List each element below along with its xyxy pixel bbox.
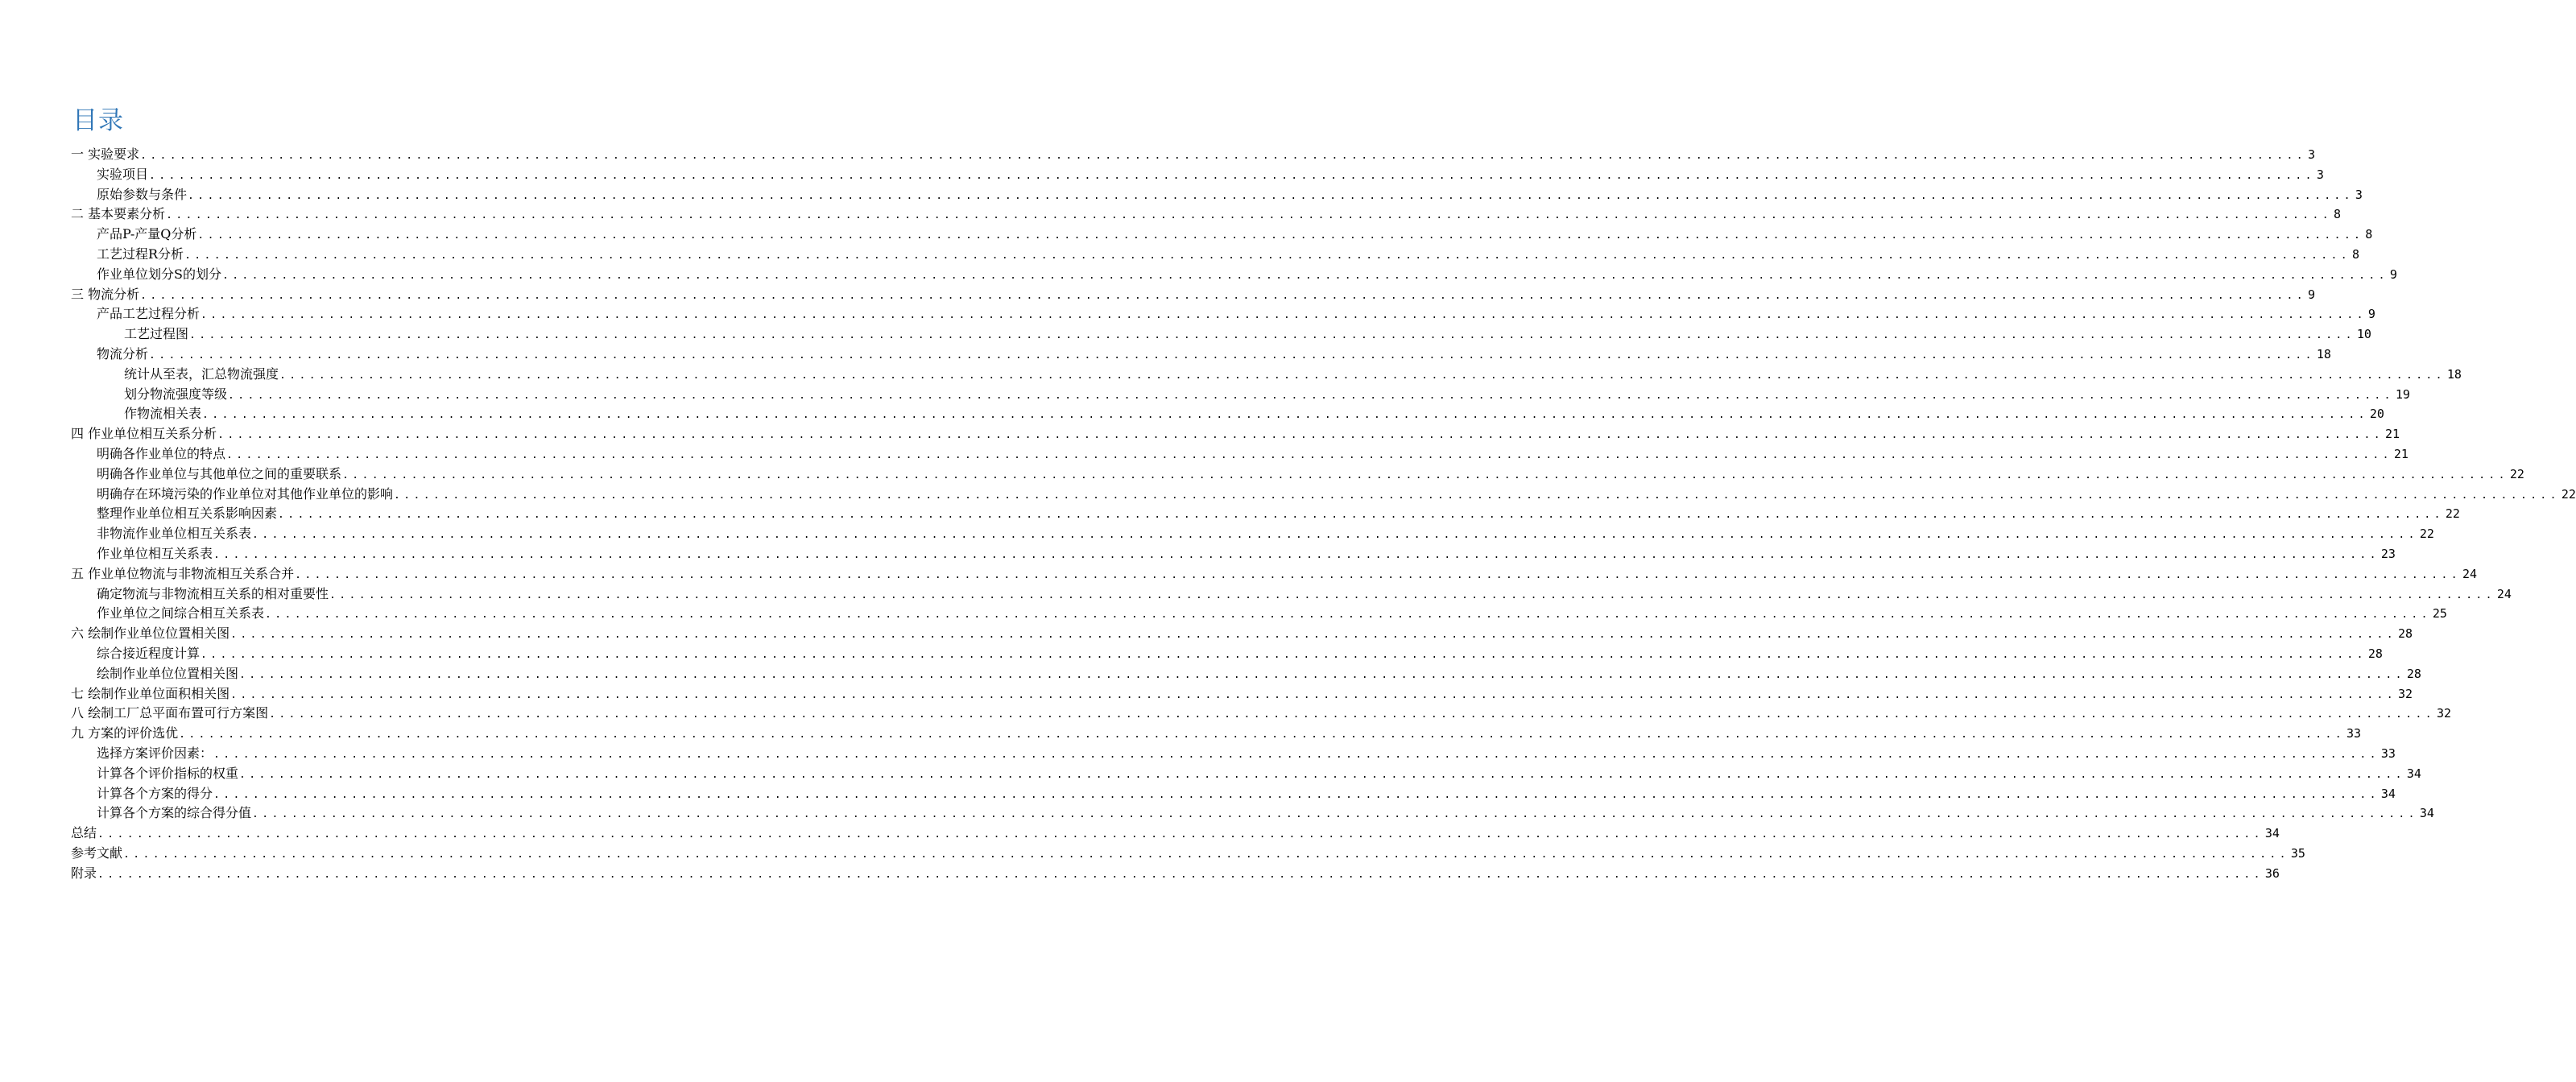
toc-entry[interactable]	[71, 864, 2280, 884]
toc-entry-page: 32	[2397, 686, 2413, 701]
toc-entry[interactable]	[71, 465, 2524, 485]
toc-entry-page: 18	[2446, 366, 2462, 382]
toc-entry-text: 一 实验要求	[71, 147, 140, 162]
toc-dot-leader: ............................................................................................................................................................................................................................	[213, 748, 2380, 761]
toc-entry-text: 工艺过程图	[124, 326, 189, 342]
toc-entry[interactable]	[71, 345, 2331, 365]
toc-entry-page: 20	[2369, 407, 2384, 422]
toc-entry-text: 参考文献	[71, 845, 123, 861]
toc-entry-page: 28	[2397, 626, 2413, 642]
toc-entry-text: 计算各个方案的综合得分值	[97, 805, 252, 821]
toc-entry[interactable]	[71, 145, 2315, 165]
toc-dot-leader: ............................................................................................................................................................................................................................	[179, 729, 2345, 741]
toc-dot-leader: ............................................................................................................................................................................................................................	[213, 548, 2380, 561]
toc-entry-text: 整理作业单位相互关系影响因素	[97, 506, 278, 522]
toc-entry-text: 划分物流强度等级	[124, 386, 228, 402]
toc-title: 目录	[72, 106, 124, 135]
toc-entry-page: 22	[2509, 466, 2524, 481]
toc-dot-leader: ............................................................................................................................................................................................................................	[201, 648, 2367, 661]
toc-entry-page: 3	[2316, 167, 2324, 182]
toc-entry[interactable]	[71, 304, 2375, 324]
toc-entry-text: 作物流相关表	[124, 406, 202, 422]
toc-entry[interactable]	[71, 485, 2576, 505]
toc-entry-text: 明确各作业单位与其他单位之间的重要联系	[97, 465, 342, 481]
toc-entry[interactable]	[71, 504, 2460, 524]
toc-entry[interactable]	[71, 524, 2434, 544]
toc-entry-text: 明确存在环境污染的作业单位对其他作业单位的影响	[97, 485, 394, 502]
toc-entry-text: 三 物流分析	[71, 286, 140, 302]
toc-dot-leader: ............................................................................................................................................................................................................................	[278, 509, 2444, 522]
toc-entry-text: 九 方案的评价选优	[71, 725, 179, 741]
toc-dot-leader: ............................................................................................................................................................................................................................	[97, 868, 2264, 881]
toc-entry-text: 非物流作业单位相互关系表	[97, 526, 252, 542]
toc-entry-page: 33	[2380, 745, 2396, 761]
toc-entry[interactable]	[71, 385, 2410, 405]
toc-entry-text: 附录	[71, 865, 97, 881]
toc-entry[interactable]	[71, 204, 2341, 225]
toc-entry-page: 9	[2367, 307, 2375, 322]
toc-entry-page: 22	[2419, 527, 2434, 542]
toc-dot-leader: ............................................................................................................................................................................................................................	[97, 828, 2264, 841]
toc-entry[interactable]	[71, 803, 2434, 824]
toc-entry-page: 35	[2290, 845, 2305, 861]
toc-dot-leader: ............................................................................................................................................................................................................................	[252, 808, 2418, 821]
toc-entry-page: 22	[2561, 486, 2576, 502]
toc-entry-page: 24	[2496, 586, 2512, 601]
toc-entry-text: 二 基本要素分析	[71, 206, 166, 222]
toc-dot-leader: ............................................................................................................................................................................................................................	[217, 429, 2384, 442]
toc-entry-text: 产品P-产量Q分析	[97, 226, 197, 242]
table-of-contents	[71, 145, 2576, 883]
toc-entry-page: 9	[2389, 266, 2397, 282]
toc-entry-page: 25	[2432, 606, 2447, 622]
toc-entry[interactable]	[71, 844, 2305, 864]
toc-dot-leader: ............................................................................................................................................................................................................................	[189, 329, 2355, 342]
toc-entry-page: 10	[2356, 327, 2371, 342]
toc-dot-leader: ............................................................................................................................................................................................................................	[166, 209, 2332, 222]
toc-entry-page: 21	[2393, 446, 2409, 461]
toc-entry-text: 产品工艺过程分析	[97, 306, 201, 322]
toc-dot-leader: ............................................................................................................................................................................................................................	[265, 609, 2431, 622]
toc-entry[interactable]	[71, 424, 2400, 444]
toc-entry-text: 物流分析	[97, 345, 149, 361]
toc-dot-leader: ............................................................................................................................................................................................................................	[226, 448, 2392, 461]
toc-entry[interactable]	[71, 245, 2359, 265]
toc-entry[interactable]	[71, 404, 2384, 424]
toc-entry[interactable]	[71, 365, 2462, 385]
toc-entry[interactable]	[71, 185, 2363, 205]
toc-dot-leader: ............................................................................................................................................................................................................................	[329, 588, 2495, 601]
toc-dot-leader: ............................................................................................................................................................................................................................	[149, 349, 2315, 361]
toc-entry-text: 综合接近程度计算	[97, 645, 201, 661]
toc-entry[interactable]	[71, 564, 2478, 584]
toc-dot-leader: ............................................................................................................................................................................................................................	[149, 169, 2315, 182]
toc-entry[interactable]	[71, 624, 2413, 644]
toc-entry-page: 34	[2406, 766, 2421, 781]
toc-entry-page: 19	[2395, 386, 2410, 402]
toc-entry-text: 七 绘制作业单位面积相关图	[71, 685, 230, 701]
toc-entry[interactable]	[71, 684, 2413, 704]
toc-entry-text: 统计从至表，汇总物流强度	[124, 365, 279, 382]
toc-entry-text: 选择方案评价因素：	[97, 745, 213, 761]
toc-entry-text: 确定物流与非物流相互关系的相对重要性	[97, 585, 329, 601]
toc-dot-leader: ............................................................................................................................................................................................................................	[221, 269, 2388, 282]
toc-entry-text: 作业单位划分S的划分	[97, 266, 221, 282]
toc-entry-text: 明确各作业单位的特点	[97, 445, 226, 461]
toc-entry-page: 33	[2346, 726, 2362, 741]
toc-dot-leader: ............................................................................................................................................................................................................................	[230, 688, 2396, 701]
toc-entry[interactable]	[71, 764, 2421, 784]
toc-dot-leader: ............................................................................................................................................................................................................................	[140, 150, 2306, 162]
toc-dot-leader: ............................................................................................................................................................................................................................	[230, 629, 2396, 642]
toc-entry-page: 32	[2436, 706, 2452, 721]
toc-entry-text: 四 作业单位相互关系分析	[71, 426, 217, 442]
toc-entry-text: 总结	[71, 825, 97, 841]
toc-entry[interactable]	[71, 544, 2396, 564]
toc-dot-leader: ............................................................................................................................................................................................................................	[184, 249, 2351, 262]
toc-entry-text: 实验项目	[97, 166, 149, 182]
toc-entry[interactable]	[71, 724, 2362, 744]
toc-entry[interactable]	[71, 324, 2371, 345]
toc-dot-leader: ............................................................................................................................................................................................................................	[188, 189, 2354, 202]
toc-entry-page: 3	[2355, 187, 2363, 202]
toc-entry-page: 21	[2384, 427, 2400, 442]
toc-entry-page: 24	[2462, 566, 2478, 581]
toc-entry[interactable]	[71, 824, 2280, 844]
toc-entry-page: 34	[2264, 826, 2280, 841]
toc-entry-page: 34	[2380, 786, 2396, 801]
toc-dot-leader: ............................................................................................................................................................................................................................	[252, 529, 2418, 542]
toc-entry-page: 34	[2419, 806, 2434, 821]
toc-entry-page: 18	[2316, 346, 2331, 361]
toc-dot-leader: ............................................................................................................................................................................................................................	[342, 469, 2508, 481]
toc-entry-text: 六 绘制作业单位位置相关图	[71, 626, 230, 642]
toc-dot-leader: ............................................................................................................................................................................................................................	[202, 409, 2368, 422]
toc-dot-leader: ............................................................................................................................................................................................................................	[197, 229, 2364, 242]
toc-entry-text: 计算各个方案的得分	[97, 785, 213, 801]
toc-entry-text: 原始参数与条件	[97, 186, 188, 202]
toc-dot-leader: ............................................................................................................................................................................................................................	[394, 489, 2560, 502]
toc-entry-text: 绘制作业单位位置相关图	[97, 665, 239, 681]
toc-entry-page: 8	[2333, 207, 2341, 222]
toc-entry[interactable]	[71, 165, 2324, 185]
toc-entry-text: 计算各个评价指标的权重	[97, 765, 239, 781]
toc-entry-page: 23	[2380, 546, 2396, 561]
toc-entry-page: 28	[2406, 666, 2421, 681]
toc-entry[interactable]	[71, 225, 2373, 245]
toc-dot-leader: ............................................................................................................................................................................................................................	[201, 309, 2367, 322]
toc-dot-leader: ............................................................................................................................................................................................................................	[228, 389, 2394, 402]
toc-entry-page: 8	[2351, 246, 2359, 262]
toc-entry-text: 作业单位相互关系表	[97, 545, 213, 561]
toc-entry[interactable]	[71, 265, 2397, 285]
toc-entry[interactable]	[71, 584, 2512, 605]
toc-entry[interactable]	[71, 444, 2409, 465]
toc-entry-page: 3	[2307, 147, 2315, 162]
toc-dot-leader: ............................................................................................................................................................................................................................	[239, 668, 2405, 681]
toc-dot-leader: ............................................................................................................................................................................................................................	[295, 568, 2461, 581]
toc-entry-text: 作业单位之间综合相互关系表	[97, 605, 265, 622]
toc-dot-leader: ............................................................................................................................................................................................................................	[140, 289, 2306, 302]
toc-entry[interactable]	[71, 704, 2452, 724]
toc-dot-leader: ............................................................................................................................................................................................................................	[239, 768, 2405, 781]
toc-entry-page: 9	[2307, 287, 2315, 302]
toc-entry[interactable]	[71, 744, 2396, 764]
toc-entry-text: 八 绘制工厂总平面布置可行方案图	[71, 705, 269, 721]
toc-entry-page: 28	[2367, 646, 2383, 661]
toc-entry[interactable]	[71, 604, 2447, 624]
toc-entry[interactable]	[71, 285, 2315, 305]
toc-entry-page: 22	[2445, 506, 2460, 522]
toc-dot-leader: ............................................................................................................................................................................................................................	[269, 708, 2435, 721]
toc-entry-page: 36	[2264, 865, 2280, 881]
toc-entry[interactable]	[71, 644, 2383, 664]
toc-dot-leader: ............................................................................................................................................................................................................................	[213, 788, 2380, 801]
toc-dot-leader: ............................................................................................................................................................................................................................	[279, 369, 2446, 382]
toc-entry-text: 五 作业单位物流与非物流相互关系合并	[71, 565, 295, 581]
toc-entry-text: 工艺过程R分析	[97, 246, 184, 262]
toc-entry[interactable]	[71, 664, 2421, 684]
toc-dot-leader: ............................................................................................................................................................................................................................	[123, 848, 2289, 861]
toc-entry[interactable]	[71, 784, 2396, 804]
toc-entry-page: 8	[2365, 227, 2373, 242]
